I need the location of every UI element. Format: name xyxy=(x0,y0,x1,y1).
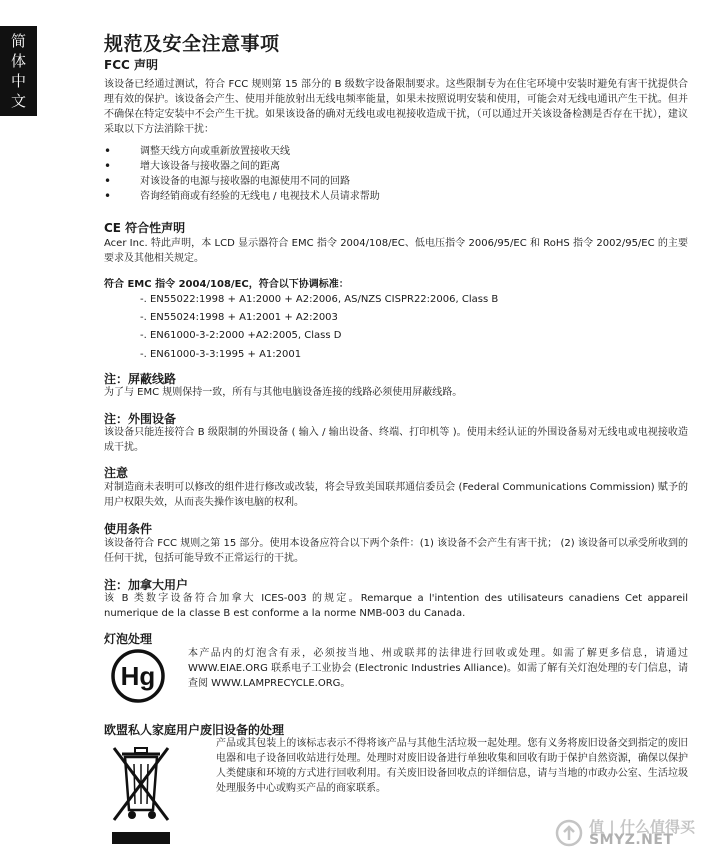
crossed-out-bin-icon xyxy=(108,740,174,846)
side-tab-char: 体 xyxy=(10,52,26,70)
fcc-bullet-list xyxy=(104,144,380,204)
emc-heading: 符合 EMC 指令 2004/108/EC，符合以下协调标准： xyxy=(104,279,349,290)
conditions-paragraph: 该设备符合 FCC 规则之第 15 部分。使用本设备应符合以下两个条件：(1) 该设备不会产生有害干扰； (2) 该设备可以承受所收到的任何干扰，包括可能导致不正常运行的干扰。 xyxy=(104,538,688,564)
mercury-hg-icon xyxy=(110,648,166,704)
caution-paragraph: 对制造商未表明可以修改的组件进行修改或改装，将会导致美国联邦通信委员会 (Federal Communications Commission) 赋予的用户权限失效，从而丧失操作该电脑的权利。 xyxy=(104,482,688,508)
list-item: • 对该设备的电源与接收器的电源使用不同的回路 xyxy=(104,174,380,189)
weee-heading: 欧盟私人家庭用户废旧设备的处理 xyxy=(104,723,285,737)
conditions-heading: 使用条件 xyxy=(104,522,153,536)
fcc-paragraph: 该设备已经通过测试，符合 FCC 规则第 15 部分的 B 级数字设备限制要求。这些限制专为在住宅环境中安装时避免有害干扰提供合理有效的保护。该设备会产生、使用并能放射出无线电频率能量，如果未按照说明安装和使用，可能会对无线电通讯产生干扰。但并不确保在特定安装中不会产生干扰。如果该设备的确对无线电或电视接收造成干扰，（可以通过开关该设备检测是否存在干扰），建议采取以下方法消除干扰： xyxy=(104,79,688,135)
shielded-heading: 注：屏蔽线路 xyxy=(104,372,177,386)
lamp-paragraph: 本产品内的灯泡含有汞，必须按当地、州或联邦的法律进行回收或处理。如需了解更多信息，请通过 WWW.EIAE.ORG 联系电子工业协会 (Electronic Industries Alliance)。如需了解有关灯泡处理的专门信息，请查阅 WWW.LAMPRECYCLE.ORG。 xyxy=(188,648,688,689)
list-item: -. EN55022:1998 + A1:2000 + A2:2006, AS/NZS CISPR22:2006, Class B xyxy=(140,294,499,305)
list-item: -. EN61000-3-3:1995 + A1:2001 xyxy=(140,348,302,360)
side-tab-char: 文 xyxy=(10,92,26,110)
emc-standards-list xyxy=(140,291,498,364)
site-watermark xyxy=(555,819,695,847)
ce-paragraph: Acer Inc. 特此声明，本 LCD 显示器符合 EMC 指令 2004/108/EC、低电压指令 2006/95/EC 和 RoHS 指令 2002/95/EC 的主要要求及其他相关规定。 xyxy=(104,238,688,264)
canada-paragraph: 该 B 类数字设备符合加拿大 ICES-003 的规定。Remarque a l'intention des utilisateurs canadiens Cet appareil numerique de la classe B est conforme a la norme NMB-003 du Canada. xyxy=(104,593,688,619)
caution-heading: 注意 xyxy=(104,466,129,480)
list-item: • 调整天线方向或重新放置接收天线 xyxy=(104,144,380,159)
fcc-heading: FCC 声明 xyxy=(104,58,158,72)
hg-logo-text: Hg xyxy=(120,661,156,691)
peripheral-heading: 注：外围设备 xyxy=(104,412,177,426)
peripheral-paragraph: 该设备只能连接符合 B 级限制的外围设备 ( 输入 / 输出设备、终端、打印机等 )。使用未经认证的外围设备易对无线电或电视接收造成干扰。 xyxy=(104,427,688,453)
watermark-logo-icon xyxy=(555,819,583,847)
language-side-tab xyxy=(0,26,37,116)
list-item: • 咨询经销商或有经验的无线电 / 电视技术人员请求帮助 xyxy=(104,189,380,204)
list-item: • 增大该设备与接收器之间的距离 xyxy=(104,159,380,174)
list-item: -. EN55024:1998 + A1:2001 + A2:2003 xyxy=(140,312,338,324)
watermark-en-text: SMYZ.NET xyxy=(589,832,674,848)
canada-heading: 注：加拿大用户 xyxy=(104,578,189,592)
lamp-heading: 灯泡处理 xyxy=(104,632,153,646)
watermark-cn-text: 值 | 什么值得买 xyxy=(589,818,695,836)
side-tab-char: 中 xyxy=(10,72,26,90)
list-item: -. EN61000-3-2:2000 +A2:2005, Class D xyxy=(140,330,342,342)
shielded-paragraph: 为了与 EMC 规则保持一致，所有与其他电脑设备连接的线路必须使用屏蔽线路。 xyxy=(104,387,463,398)
ce-heading: CE 符合性声明 xyxy=(104,221,186,235)
side-tab-char: 简 xyxy=(10,32,26,50)
weee-paragraph: 产品或其包装上的该标志表示不得将该产品与其他生活垃圾一起处理。您有义务将废旧设备交到指定的废旧电器和电子设备回收站进行处理。处理时对废旧设备进行单独收集和回收有助于保护自然资源，确保以保护人类健康和环境的方式进行回收利用。有关废旧设备回收点的详细信息，请与当地的市政办公室、生活垃圾处理服务中心或购买产品的商家联系。 xyxy=(216,738,688,794)
page-title: 规范及安全注意事项 xyxy=(104,33,280,55)
